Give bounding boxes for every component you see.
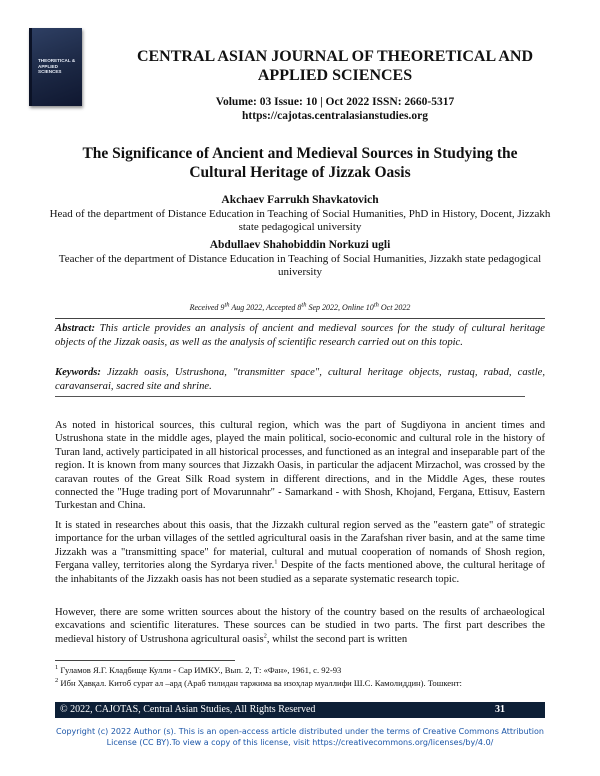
- page-number: 31: [495, 704, 505, 715]
- author-name: Akchaev Farrukh Shavkatovich: [221, 194, 379, 206]
- footnote-ref[interactable]: 1: [274, 558, 278, 566]
- journal-issue-info: [120, 95, 550, 123]
- journal-cover-image: [29, 28, 82, 106]
- author-affiliation: Head of the department of Distance Education in Teaching of Social Humanities, PhD in History, Docent, Jizzakh state pedagogical university: [49, 207, 551, 233]
- divider: [55, 396, 525, 397]
- article-title: The Significance of Ancient and Medieval Sources in Studying the Cultural Heritage of Jizzak Oasis: [82, 145, 518, 181]
- divider: [55, 318, 545, 319]
- journal-title: CENTRAL ASIAN JOURNAL OF THEORETICAL AND APPLIED SCIENCES: [136, 48, 534, 84]
- footer-bar: [55, 702, 545, 718]
- cover-text: THEORETICAL & APPLIED SCIENCES: [38, 58, 76, 74]
- volume-line: Volume: 03 Issue: 10 | Oct 2022 ISSN: 2660-5317: [215, 96, 455, 108]
- body-paragraph: As noted in historical sources, this cultural region, which was the part of Sugdiyona in ancient times and Ustrushona state in the middle ages, played the main political, socio-economic and cultural role in the history of Turan land, actively participated in all historical processes, and functioned as an integral and inseparable part of the region. It is known from many sources that Jizzakh Oasis, in particular the adjacent Mirzachol, was crossed by the caravan routes of the Great Silk Road system in different directions, and in the Middle Ages, these routes connected the "Huge trading port of Movarunnahr" - Samarkand - with Shosh, Khojand, Fergana, Ettisuv, Eastern Turkestan and China.: [55, 420, 545, 512]
- abstract-text: This article provides an analysis of ancient and medieval sources for the study of cultural heritage objects of the Jizzak oasis, as well as the analysis of scientific research carried out on this topic.: [55, 323, 545, 348]
- footnote: $^2$ Ибн Ҳавқал. Китоб сурат ал –ард (Араб тилидан таржима ва изоҳлар муаллифи Ш.С. Камолиддин). Тошкент:: [55, 677, 462, 688]
- author-block-2: [40, 239, 560, 280]
- license-notice[interactable]: Copyright (c) 2022 Author (s). This is an open-access article distributed under the terms of Creative Commons Attribution License (CC BY).To view a copy of this license, visit https://creativecommons.org/licenses/by/4.0/: [56, 727, 544, 747]
- footer-copyright: © 2022, CAJOTAS, Central Asian Studies, All Rights Reserved: [60, 704, 316, 715]
- abstract: [55, 322, 545, 350]
- footnote: $^1$ Гуламов Я.Г. Кладбище Кулли - Сар ИМКУ., Вып. 2, Т: «Фан», 1961, с. 92-93: [55, 664, 342, 675]
- abstract-label: Abstract:: [55, 323, 96, 334]
- received-dates: Received 9th Aug 2022, Accepted 8th Sep 2022, Online 10th Oct 2022: [189, 301, 411, 312]
- author-name: Abdullaev Shahobiddin Norkuzi ugli: [209, 239, 391, 251]
- keywords: [55, 366, 545, 394]
- keywords-text: Jizzakh oasis, Ustrushona, "transmitter space", cultural heritage objects, rustaq, rabad, castle, caravanserai, sacred site and shrine.: [55, 367, 546, 392]
- body-paragraph: However, there are some written sources about the history of the country based on the results of archaeological excavations and scientific literatures. These sources can be studied in two parts. The first part describes the medieval history of Ustrushona agricultural oasis$^2$, whilst the second part is written: [55, 607, 545, 645]
- author-block-1: [40, 194, 560, 235]
- footnote-separator: [55, 660, 235, 661]
- author-affiliation: Teacher of the department of Distance Education in Teaching of Social Humanities, Jizzakh state pedagogical university: [58, 252, 542, 278]
- keywords-label: Keywords:: [55, 367, 101, 378]
- body-paragraph: It is stated in researches about this oasis, that the Jizzakh cultural region served as the "eastern gate" of strategic importance for the urban villages of the settled agricultural oasis in the Zarafshan river basin, and at the same time Jizzakh was a "transmitting space" for material, cultural and mutual cooperation of nomands of Shosh region, Fergana valley, territories along the Syrdarya river.$^1$ Despite of the facts mentioned above, the cultural heritage of the inhabitants of the Jizzakh oasis has not been studied as a separate systematic research topic.: [55, 520, 545, 585]
- footnote-ref[interactable]: 2: [263, 632, 267, 640]
- journal-url[interactable]: https://cajotas.centralasianstudies.org: [242, 110, 428, 122]
